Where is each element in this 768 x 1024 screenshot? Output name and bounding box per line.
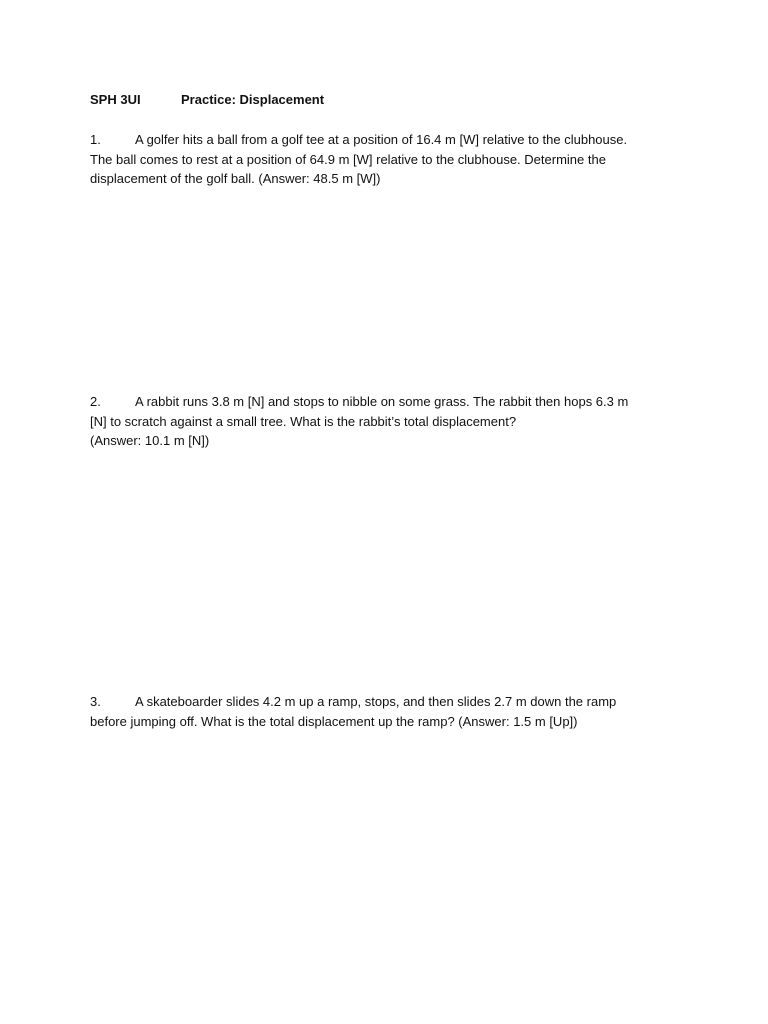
question-line: (Answer: 10.1 m [N]) [90,433,210,448]
worksheet-title: Practice: Displacement [181,92,325,107]
question-number: 1. [90,132,101,147]
question-line: The ball comes to rest at a position of 64.9 m [W] relative to the clubhouse. Determine the [90,151,606,167]
question-number: 3. [90,694,101,709]
question-line [90,392,680,412]
question-line: before jumping off. What is the total displacement up the ramp? (Answer: 1.5 m [Up]) [90,713,578,729]
question-text: A golfer hits a ball from a golf tee at a position of 16.4 m [W] relative to the clubhouse. [135,132,628,147]
question-line: [N] to scratch against a small tree. What is the rabbit’s total displacement? [90,413,517,429]
course-code: SPH 3UI [90,92,141,107]
question-3 [90,692,680,731]
question-text: A rabbit runs 3.8 m [N] and stops to nibble on some grass. The rabbit then hops 6.3 m [135,394,629,409]
question-line [90,130,680,150]
question-text: A skateboarder slides 4.2 m up a ramp, stops, and then slides 2.7 m down the ramp [135,694,617,709]
question-number: 2. [90,394,101,409]
question-1 [90,130,680,189]
question-line: displacement of the golf ball. (Answer: 48.5 m [W]) [90,171,381,186]
question-line [90,692,680,712]
question-2 [90,392,680,451]
worksheet-header [90,92,324,107]
